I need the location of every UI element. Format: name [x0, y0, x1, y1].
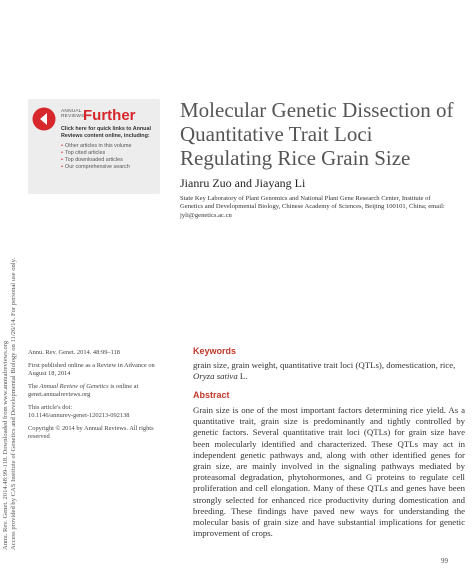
- doi-block: [28, 404, 173, 420]
- article-title: Molecular Genetic Dissection of Quantitative Trait Loci Regulating Rice Grain Size: [180, 98, 454, 170]
- online-at-suffix: is online at genet.annualreviews.org: [28, 383, 139, 398]
- doi-link[interactable]: 10.1146/annurev-genet-120213-092138: [28, 412, 130, 419]
- citation: Annu. Rev. Genet. 2014. 48:99–118: [28, 349, 121, 356]
- further-link-top-downloaded[interactable]: • Top downloaded articles: [61, 157, 157, 164]
- further-link-other-articles[interactable]: • Other articles in this volume: [61, 143, 157, 150]
- doi-label: This article's doi:: [28, 404, 73, 411]
- keywords-heading: Keywords: [193, 346, 237, 356]
- further-link-search[interactable]: • Our comprehensive search: [61, 164, 157, 171]
- logo-text-annual: ANNUAL: [61, 109, 82, 114]
- first-published: First published online as a Review in Advance on August 18, 2014: [28, 362, 155, 377]
- further-word: Further: [83, 107, 136, 124]
- copyright: Copyright © 2014 by Annual Reviews. All rights reserved: [28, 425, 154, 440]
- download-notice-line-1: Annu. Rev. Genet. 2014.48:99-118. Downloaded from www.annualreviews.org: [2, 340, 9, 550]
- article-authors: Jianru Zuo and Jiayang Li: [180, 176, 306, 190]
- keywords-plain: grain size, grain weight, quantitative trait loci (QTLs), domestication, rice,: [193, 360, 456, 370]
- further-link-top-cited[interactable]: • Top cited articles: [61, 150, 157, 157]
- annual-reviews-arrow-icon: [32, 107, 56, 131]
- further-header: [61, 107, 136, 124]
- keywords-end: L.: [237, 371, 248, 381]
- download-notice-line-2: Access provided by CAS Institute of Genetics and Developmental Biology on 11/26/14. For personal use only.: [10, 257, 17, 550]
- author-affiliation: State Key Laboratory of Plant Genomics and National Plant Gene Research Center, Institute of Genetics and Developmental Biology, Chinese Academy of Sciences, Beijing 100101, China; email: jyli@genetics.ac.cn: [180, 195, 445, 219]
- further-lead: Click here for quick links to Annual Reviews content online, including:: [61, 126, 151, 139]
- abstract-heading: Abstract: [193, 390, 230, 400]
- journal-name: Annual Review of Genetics: [39, 383, 109, 390]
- logo-text-reviews: REVIEWS: [61, 114, 85, 119]
- further-body: [61, 126, 157, 171]
- abstract-text: Grain size is one of the most important factors determining rice yield. As a quantitative trait, grain size is predominantly and tightly controlled by genetic factors. Several quantitative trait loci (QTLs) for grain size have been molecularly identified and characterized. These QTLs may act in independent genetic pathways and, along with other identified genes for grain size, are mainly involved in the signaling pathways mediated by proteasomal degradation, phytohormones, and G proteins to regulate cell proliferation and cell elongation. Many of these QTLs and genes have been strongly selected for enhanced rice productivity during domestication and breeding. These findings have paved new ways for understanding the molecular basis of grain size and have substantial implications for genetic improvement of crops.: [193, 405, 465, 539]
- online-at-prefix: The: [28, 383, 40, 390]
- further-links: [61, 143, 157, 171]
- keywords-species: Oryza sativa: [193, 371, 238, 381]
- download-notice: [2, 130, 24, 550]
- page-number: 99: [441, 557, 448, 565]
- online-at: [28, 383, 173, 399]
- keywords-text: [193, 360, 458, 382]
- further-panel[interactable]: [28, 99, 160, 194]
- publication-meta: [28, 349, 173, 446]
